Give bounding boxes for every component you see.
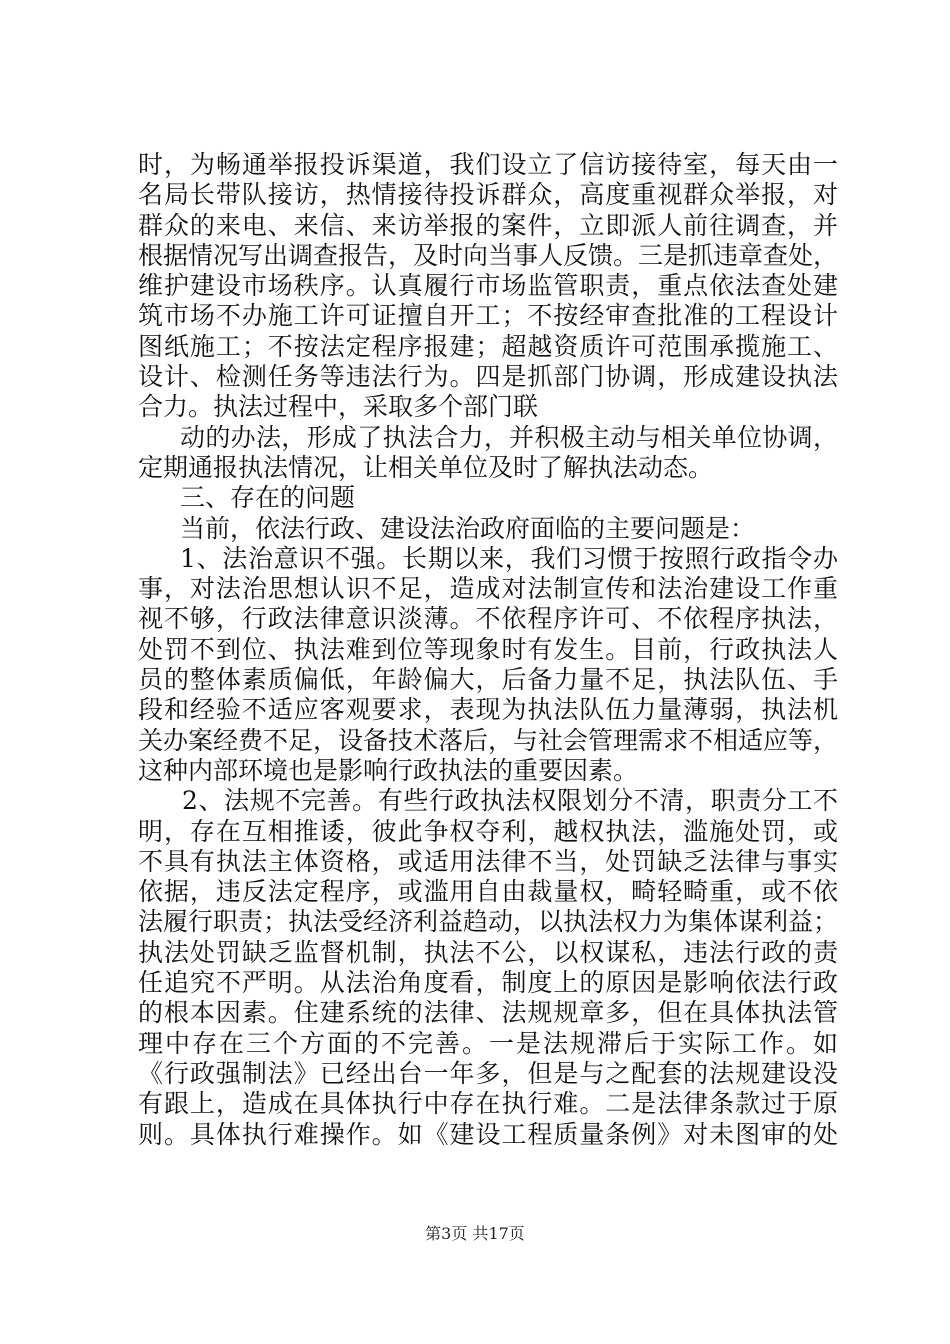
- text-line: 动的办法，形成了执法合力，并积极主动与相关单位协调，: [180, 422, 838, 452]
- text-line: 事，对法治思想认识不足，造成对法制宣传和法治建设工作重: [138, 574, 838, 604]
- text-line: 视不够，行政法律意识淡薄。不依程序许可、不依程序执法，: [138, 604, 838, 634]
- text-line: 名局长带队接访，热情接待投诉群众，高度重视群众举报，对: [138, 180, 838, 210]
- text-line: 这种内部环境也是影响行政执法的重要因素。: [138, 755, 639, 785]
- document-body: [138, 150, 838, 1150]
- text-line: 当前，依法行政、建设法治政府面临的主要问题是：: [180, 513, 756, 543]
- text-line: 根据情况写出调查报告，及时向当事人反馈。三是抓违章查处，: [138, 240, 839, 270]
- text-line: 定期通报执法情况，让相关单位及时了解执法动态。: [138, 452, 714, 482]
- text-line: 处罚不到位、执法难到位等现象时有发生。目前，行政执法人: [138, 634, 838, 664]
- text-line: 关办案经费不足，设备技术落后，与社会管理需求不相适应等，: [138, 725, 839, 755]
- text-line: 依据，违反法定程序，或滥用自由裁量权，畸轻畸重，或不依: [138, 877, 838, 907]
- text-line: 执法处罚缺乏监督机制，执法不公，以权谋私，违法行政的责: [138, 937, 838, 967]
- text-line: 维护建设市场秩序。认真履行市场监管职责，重点依法查处建: [138, 271, 838, 301]
- page-number: 第3页 共17页: [425, 1224, 525, 1243]
- text-line: 的根本因素。住建系统的法律、法规规章多，但在具体执法管: [138, 998, 838, 1028]
- text-line: 段和经验不适应客观要求，表现为执法队伍力量薄弱，执法机: [138, 695, 838, 725]
- text-line: 则。具体执行难操作。如《建设工程质量条例》对未图审的处: [138, 1119, 838, 1149]
- page-footer: [0, 1224, 950, 1244]
- text-line: 2、法规不完善。有些行政执法权限划分不清，职责分工不: [182, 786, 838, 816]
- text-line: 有跟上，造成在具体执行中存在执行难。二是法律条款过于原: [138, 1089, 838, 1119]
- text-line: 时，为畅通举报投诉渠道，我们设立了信访接待室，每天由一: [138, 150, 838, 179]
- text-line: 合力。执法过程中，采取多个部门联: [138, 392, 539, 422]
- text-line: 图纸施工；不按法定程序报建；超越资质许可范围承揽施工、: [138, 331, 838, 361]
- text-line: 设计、检测任务等违法行为。四是抓部门协调，形成建设执法: [138, 362, 838, 392]
- text-line: 员的整体素质偏低，年龄偏大，后备力量不足，执法队伍、手: [138, 665, 838, 695]
- text-line: 《行政强制法》已经出台一年多，但是与之配套的法规建设没: [138, 1058, 838, 1088]
- text-line: 法履行职责；执法受经济利益趋动，以执法权力为集体谋利益；: [138, 907, 839, 937]
- text-line: 群众的来电、来信、来访举报的案件，立即派人前往调查，并: [138, 210, 838, 240]
- text-line: 三、存在的问题: [180, 483, 356, 513]
- text-line: 筑市场不办施工许可证擅自开工；不按经审查批准的工程设计: [138, 301, 838, 331]
- text-line: 不具有执法主体资格，或适用法律不当，处罚缺乏法律与事实: [138, 846, 838, 876]
- text-line: 任追究不严明。从法治角度看，制度上的原因是影响依法行政: [138, 968, 838, 998]
- text-line: 1、法治意识不强。长期以来，我们习惯于按照行政指令办: [180, 543, 838, 573]
- text-line: 理中存在三个方面的不完善。一是法规滞后于实际工作。如: [138, 1028, 838, 1058]
- text-line: 明，存在互相推诿，彼此争权夺利，越权执法，滥施处罚，或: [138, 816, 838, 846]
